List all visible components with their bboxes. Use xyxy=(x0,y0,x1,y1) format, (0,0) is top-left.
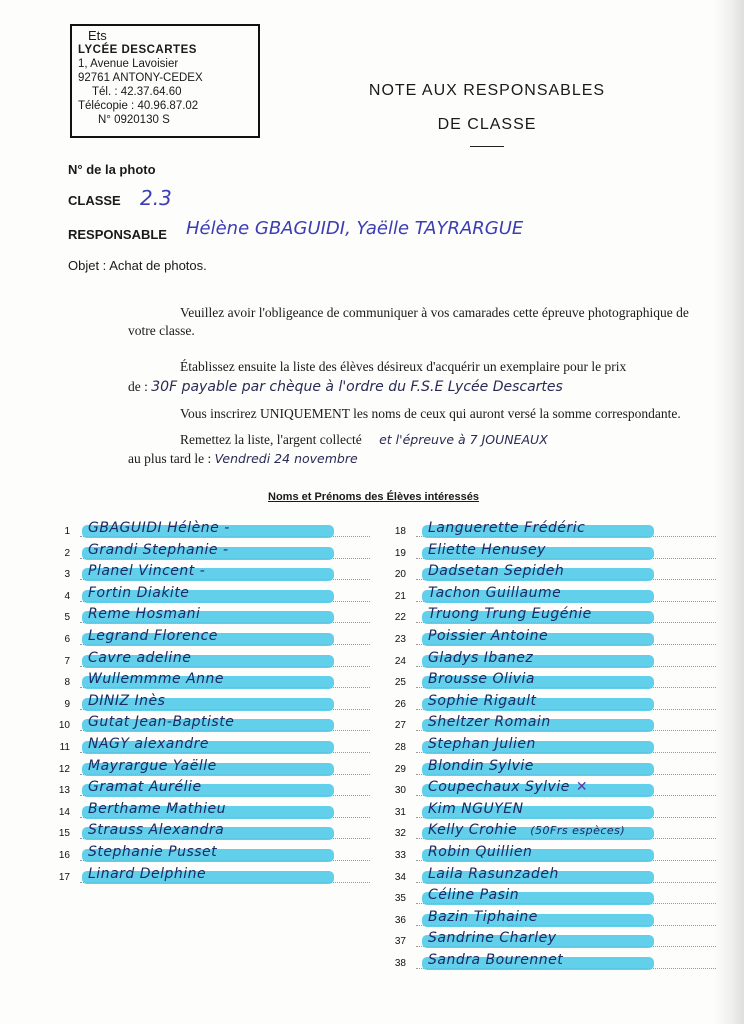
student-name: DINIZ Inès xyxy=(88,692,166,709)
deadline-handwritten: Vendredi 24 novembre xyxy=(214,451,358,466)
student-number: 29 xyxy=(394,763,406,775)
list-header: Noms et Prénoms des Élèves intéressés xyxy=(268,491,479,503)
price-line xyxy=(128,378,728,396)
student-number: 4 xyxy=(64,590,70,602)
paragraph-4-handwritten: et l'épreuve à 7 JOUNEAUX xyxy=(379,432,548,447)
stamp-code: N° 0920130 S xyxy=(98,114,170,126)
stamp-address-line2: 92761 ANTONY-CEDEX xyxy=(78,72,203,84)
student-number: 26 xyxy=(394,698,406,710)
student-number: 14 xyxy=(58,806,70,818)
student-row xyxy=(388,801,733,823)
title-underline xyxy=(470,146,504,147)
student-name: Sophie Rigault xyxy=(428,692,537,709)
student-name: Cavre adeline xyxy=(88,649,192,666)
student-name: Gramat Aurélie xyxy=(88,779,202,796)
photo-number-label: N° de la photo xyxy=(68,162,156,177)
student-row xyxy=(388,866,733,888)
deadline-line xyxy=(128,450,708,468)
student-number: 20 xyxy=(394,569,406,581)
student-name: Legrand Florence xyxy=(88,628,218,644)
student-name: Fortin Diakite xyxy=(88,584,190,601)
responsable-label: RESPONSABLE xyxy=(68,227,167,242)
student-name: Grandi Stephanie - xyxy=(88,541,229,558)
stamp-fax: Télécopie : 40.96.87.02 xyxy=(78,100,199,112)
student-name: Gladys Ibanez xyxy=(428,649,534,666)
student-row xyxy=(52,693,372,715)
student-name: Laila Rasunzadeh xyxy=(428,865,559,882)
student-name: Stephanie Pusset xyxy=(88,844,218,860)
student-name: Stephan Julien xyxy=(428,736,536,752)
student-row xyxy=(388,693,733,715)
paragraph-4 xyxy=(180,431,720,449)
student-row xyxy=(388,779,733,801)
student-name: Kim NGUYEN xyxy=(428,800,524,817)
student-number: 30 xyxy=(394,785,406,797)
school-stamp xyxy=(70,24,260,138)
price-prefix: de : xyxy=(128,379,148,394)
student-row xyxy=(52,520,372,542)
student-name: Eliette Henusey xyxy=(428,541,546,558)
student-row xyxy=(52,542,372,564)
student-number: 33 xyxy=(394,850,406,861)
document-title xyxy=(352,74,622,142)
student-row xyxy=(388,822,733,844)
student-number: 3 xyxy=(64,569,70,581)
student-number: 7 xyxy=(64,655,70,667)
student-name: Robin Quillien xyxy=(428,844,533,860)
student-row xyxy=(52,866,372,888)
student-row xyxy=(52,736,372,758)
student-row xyxy=(52,671,372,693)
student-row xyxy=(52,801,372,823)
student-name: Kelly Crohie (50Frs espèces) xyxy=(428,822,626,839)
student-name: Poissier Antoine xyxy=(428,628,549,644)
student-number: 6 xyxy=(64,634,70,645)
student-row xyxy=(388,542,733,564)
student-name: Brousse Olivia xyxy=(428,671,536,688)
paragraph-1-text: Veuillez avoir l'obligeance de communiquer à vos camarades cette épreuve photographique de votre classe. xyxy=(128,305,689,338)
student-number: 27 xyxy=(394,720,406,732)
student-name: Languerette Frédéric xyxy=(428,520,586,536)
classe-label: CLASSE xyxy=(68,193,121,208)
student-number: 32 xyxy=(394,828,406,840)
student-row xyxy=(388,736,733,758)
student-number: 23 xyxy=(394,634,406,645)
student-row xyxy=(52,563,372,585)
student-number: 31 xyxy=(394,806,406,818)
student-number: 17 xyxy=(58,871,70,883)
student-name: Blondin Sylvie xyxy=(428,757,534,774)
student-number: 15 xyxy=(58,828,70,840)
student-number: 34 xyxy=(394,871,406,883)
student-row xyxy=(388,563,733,585)
responsable-value: Hélène GBAGUIDI, Yaëlle TAYRARGUE xyxy=(186,218,524,239)
student-number: 35 xyxy=(394,893,406,905)
student-name: GBAGUIDI Hélène - xyxy=(88,520,230,536)
deadline-label: au plus tard le : xyxy=(128,451,212,466)
student-name: Gutat Jean-Baptiste xyxy=(88,714,235,731)
student-name: Mayrargue Yaëlle xyxy=(88,757,217,774)
student-note: (50Frs espèces) xyxy=(530,824,626,838)
student-row xyxy=(388,628,733,650)
student-name: Linard Delphine xyxy=(88,865,207,882)
stamp-school-name: LYCÉE DESCARTES xyxy=(78,44,197,56)
stamp-ets: Ets xyxy=(88,28,107,43)
student-number: 25 xyxy=(394,677,406,689)
student-row xyxy=(52,844,372,866)
student-name: Sandrine Charley xyxy=(428,930,557,947)
student-number: 9 xyxy=(64,698,70,710)
price-handwritten: 30F payable par chèque à l'ordre du F.S.E Lycée Descartes xyxy=(151,379,563,395)
student-row xyxy=(388,714,733,736)
student-number: 11 xyxy=(59,742,70,753)
student-name: Sheltzer Romain xyxy=(428,714,551,731)
student-row xyxy=(388,909,733,931)
paragraph-2 xyxy=(128,358,718,376)
title-line1: NOTE AUX RESPONSABLES xyxy=(368,82,606,99)
student-name: Strauss Alexandra xyxy=(88,822,225,839)
student-number: 37 xyxy=(394,936,406,948)
student-number: 19 xyxy=(394,547,406,559)
student-name: Bazin Tiphaine xyxy=(428,908,538,925)
classe-value: 2.3 xyxy=(140,186,172,210)
paragraph-3: Vous inscrirez UNIQUEMENT les noms de ceux qui auront versé la somme correspondante. xyxy=(180,406,681,421)
student-name: Truong Trung Eugénie xyxy=(428,606,592,623)
student-name: Planel Vincent - xyxy=(88,563,206,580)
student-row xyxy=(388,758,733,780)
student-row xyxy=(52,822,372,844)
student-number: 8 xyxy=(64,677,70,689)
student-name: Dadsetan Sepideh xyxy=(428,563,565,580)
student-row xyxy=(388,952,733,974)
title-line2: DE CLASSE xyxy=(437,116,537,133)
student-row xyxy=(388,585,733,607)
student-name: Tachon Guillaume xyxy=(428,584,562,601)
student-row xyxy=(388,930,733,952)
student-name: Céline Pasin xyxy=(428,887,520,904)
student-row xyxy=(52,779,372,801)
student-number: 10 xyxy=(58,720,70,732)
student-row xyxy=(52,758,372,780)
stamp-address-line1: 1, Avenue Lavoisier xyxy=(78,58,179,70)
student-name: Reme Hosmani xyxy=(88,606,201,623)
student-number: 12 xyxy=(58,763,70,775)
student-row xyxy=(52,585,372,607)
student-number: 5 xyxy=(64,612,70,624)
paragraph-4-text: Remettez la liste, l'argent collecté xyxy=(180,432,362,447)
student-row xyxy=(388,844,733,866)
student-number: 22 xyxy=(394,612,406,624)
student-number: 1 xyxy=(64,526,70,537)
student-number: 16 xyxy=(58,850,70,861)
student-name: Berthame Mathieu xyxy=(88,800,227,817)
student-name: Sandra Bourennet xyxy=(428,952,564,968)
student-row xyxy=(388,520,733,542)
student-name: Coupechaux Sylvie ✕ xyxy=(428,779,589,796)
paragraph-1 xyxy=(128,304,718,340)
student-row xyxy=(52,714,372,736)
objet-line: Objet : Achat de photos. xyxy=(68,258,207,273)
cross-mark-icon: ✕ xyxy=(575,779,589,796)
student-number: 21 xyxy=(394,590,406,602)
student-row xyxy=(388,671,733,693)
student-number: 24 xyxy=(394,655,406,667)
student-row xyxy=(388,606,733,628)
student-number: 36 xyxy=(394,914,406,926)
student-row xyxy=(52,650,372,672)
stamp-phone: Tél. : 42.37.64.60 xyxy=(92,86,182,98)
student-number: 38 xyxy=(394,958,406,969)
student-row xyxy=(52,628,372,650)
student-row xyxy=(388,650,733,672)
student-number: 13 xyxy=(58,785,70,797)
student-name: NAGY alexandre xyxy=(88,736,209,752)
student-row xyxy=(52,606,372,628)
student-number: 18 xyxy=(394,526,406,537)
student-number: 2 xyxy=(64,547,70,559)
paragraph-2-text: Établissez ensuite la liste des élèves désireux d'acquérir un exemplaire pour le prix xyxy=(180,359,627,374)
student-row xyxy=(388,887,733,909)
student-number: 28 xyxy=(394,742,406,753)
student-name: Wullemmme Anne xyxy=(88,671,225,688)
